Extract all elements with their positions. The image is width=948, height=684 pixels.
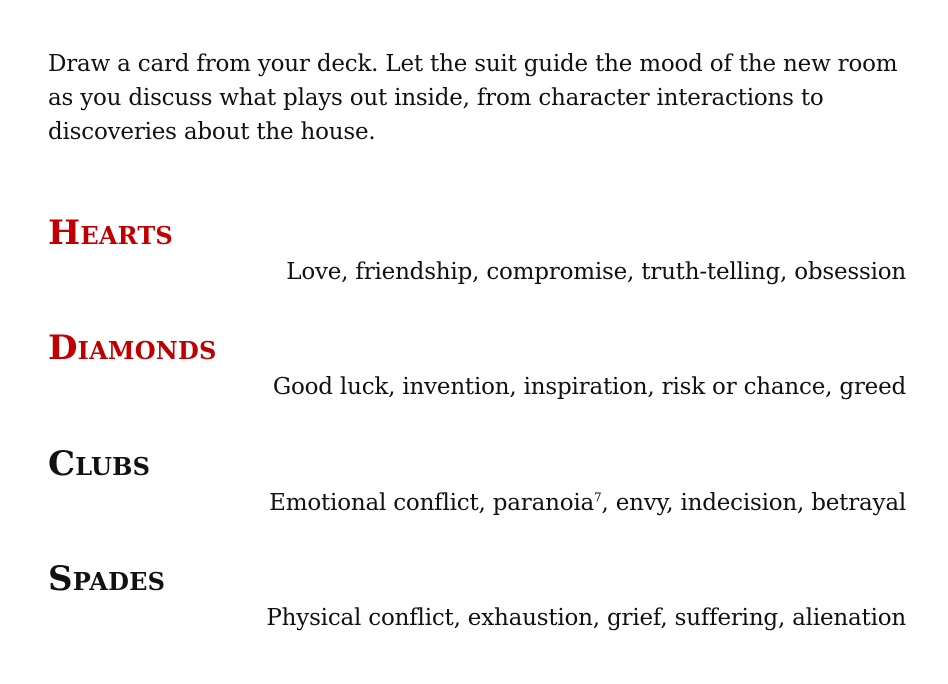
suit-clubs bbox=[48, 444, 906, 518]
suit-description-clubs-part2: , envy, indecision, betrayal bbox=[601, 490, 906, 516]
footnote-marker[interactable]: 7 bbox=[594, 490, 602, 505]
suit-title-spades: Spades bbox=[48, 559, 166, 599]
suit-title-diamonds: Diamonds bbox=[48, 328, 217, 368]
suit-title-hearts: Hearts bbox=[48, 213, 173, 253]
suit-spades bbox=[48, 559, 906, 633]
suit-description-clubs-part1: Emotional conflict, paranoia bbox=[269, 490, 595, 516]
suit-description-spades: Physical conflict, exhaustion, grief, suffering, alienation bbox=[266, 605, 906, 631]
suit-description-clubs bbox=[48, 488, 906, 518]
suit-description-hearts: Love, friendship, compromise, truth-telling, obsession bbox=[286, 259, 906, 285]
suit-description-diamonds: Good luck, invention, inspiration, risk or chance, greed bbox=[272, 374, 906, 400]
suit-diamonds bbox=[48, 328, 906, 402]
suit-hearts bbox=[48, 213, 906, 287]
intro-paragraph: Draw a card from your deck. Let the suit guide the mood of the new room as you discuss what plays out inside, from character interactions to discoveries about the house. bbox=[48, 51, 898, 145]
suit-title-clubs: Clubs bbox=[48, 444, 151, 484]
